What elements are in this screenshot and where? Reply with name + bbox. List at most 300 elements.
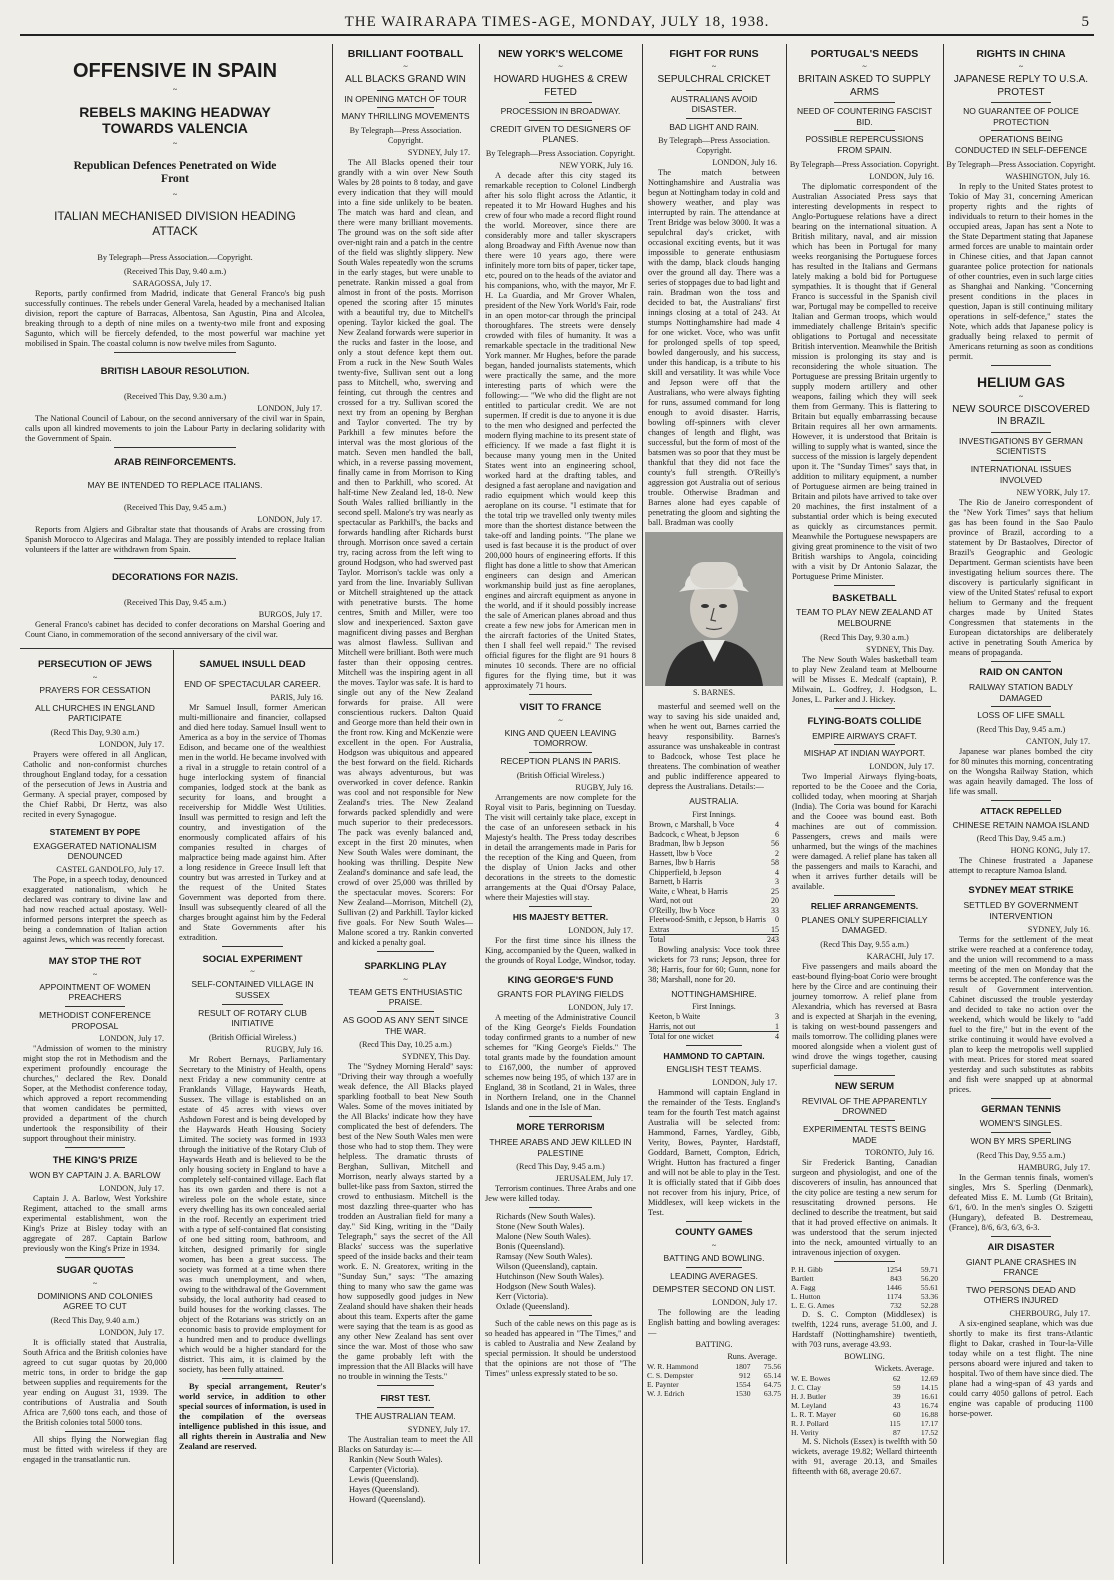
county-sub3: DEMPSTER SECOND ON LIST. bbox=[652, 1284, 776, 1295]
welcome-sub3: CREDIT GIVEN TO DESIGNERS OF PLANES. bbox=[490, 123, 631, 145]
batsman-runs: 6 bbox=[775, 829, 779, 839]
decorations-title: DECORATIONS FOR NAZIS. bbox=[112, 572, 238, 584]
jews-body: Prayers were offered in all Anglican, Catholic and non-conformist churches throughout England today, for a cessation of the persecution of Jews in Austria and Germany. A special prayer, composed by the Chief Rabbi, Dr Hertz, was also recited in every Synagogue. bbox=[23, 749, 167, 819]
flying-boats-body: Two Imperial Airways flying-boats, reported to be the Cooee and the Coria, collided today, when mooring at Sharjah (India). The Coria was bound for Karachi and the Cooee was bound east. Both machines are out of commission. Passengers, crews and mails were unharmed, but the wings of the machines were damaged. A relief plane has taken all the passengers and mails to Karachi, and when it arrives further details will be available. bbox=[792, 771, 937, 891]
football-sub2: IN OPENING MATCH OF TOUR bbox=[344, 93, 467, 104]
meat-dateline: SYDNEY, July 16. bbox=[1027, 924, 1090, 934]
jews-received: (Recd This Day, 9.30 a.m.) bbox=[50, 727, 140, 737]
meat-title: SYDNEY MEAT STRIKE bbox=[968, 885, 1074, 897]
table-row bbox=[789, 1283, 940, 1292]
china-title: RIGHTS IN CHINA bbox=[976, 48, 1066, 60]
flying-boats-sub2: MISHAP AT INDIAN WAYPORT. bbox=[803, 748, 926, 759]
total-label: Total for one wicket bbox=[649, 1032, 714, 1042]
helium-body: The Rio de Janeiro correspondent of the "New York Times" says that helium gas has been found in the Sao Paulo province of Brazil, according to a statement by Dr Bastaolves, Director of Brazil's Geographic and Geologic Department. German scientists have been investigating helium sources there. The discovery is particularly significant in view of the United States' refusal to export helium to Germany and the frequent charges made by United States Congressmen that statements in the European dictatorships are deliberately active in penetrating South America by means of propaganda. bbox=[949, 498, 1093, 658]
list-item: Lewis (Queensland). bbox=[349, 1474, 419, 1484]
meat-sub: SETTLED BY GOVERNMENT INTERVENTION bbox=[963, 900, 1079, 921]
repelled-sub: CHINESE RETAIN NAMOA ISLAND bbox=[952, 819, 1090, 830]
spain-headline: REBELS MAKING HEADWAY TOWARDS VALENCIA bbox=[79, 104, 271, 137]
list-item: Hutchinson (New South Wales). bbox=[496, 1272, 605, 1282]
notts-total-row bbox=[645, 1031, 783, 1042]
majesty-title: HIS MAJESTY BETTER. bbox=[512, 911, 609, 922]
list-item: Malone (New South Wales). bbox=[496, 1232, 591, 1242]
table-cell: 52.28 bbox=[920, 1301, 938, 1311]
decorations-dateline: BURGOS, July 17. bbox=[258, 610, 322, 620]
arab-body: Reports from Algiers and Gibraltar state that thousands of Arabs are crossing from Spanish Morocco to Algeciras and Malaga. They are possibly intended to replace Italian volunteers if the latter are withdrawn from Spain. bbox=[25, 525, 325, 555]
majesty-body: For the first time since his illness the King, accompanied by the Queen, walked in the grounds of Royal Lodge, Windsor, today. bbox=[485, 935, 636, 965]
serum-sub2: EXPERIMENTAL TESTS BEING MADE bbox=[802, 1124, 927, 1145]
scorecard-row bbox=[649, 896, 779, 906]
table-row bbox=[789, 1419, 940, 1428]
total-value: 243 bbox=[767, 935, 779, 945]
batsman-runs: 1 bbox=[775, 1021, 779, 1031]
cricket-body2: masterful and seemed well on the way to saving his side unaided and, when he went out, Barnes carried the heavy responsibility. Barnes's assurance was unshakeable in contrast to Badcock, whose Test place he threatens. The combination of weather and public indifference appeared to depress the Australians. Details:— bbox=[648, 702, 780, 792]
portugal-body: The diplomatic correspondent of the Australian Associated Press says that interesting developments in respect to Anglo-Portuguese relations have a direct bearing on the international situation. A British military, naval, and air mission which has been in Portugal for many weeks reorganising the Portuguese forces has resulted in the Italians and Germans lately making a bold bid for Portuguese sympathies. It is thought that if General Franco is successful in the Spanish civil war, Portugal may be compelled to receive Italian and German troops, which would immediately challenge Britain's specific obligations to Portugal and necessitate British intervention. Meanwhile the British mission is prolonging its stay and is reconsidering the whole situation. The Portuguese are pressing Britain urgently to supply modern artillery and other weapons, failing which they will seek them from Germany. This is flattering to Britain but equally embarrassing because Britain requires all her own armaments. However, it is understood that Britain is willing to supply what is wanted, since the success of the mission is largely dependent upon it. The "Sunday Times" says that, in addition to military equipment, a number of Portuguese airmen are being trained in Britain and pilots have arrived to take over 20 machines, the first instalment of a substantial order which is being executed as quickly as circumstances permit. Meanwhile the Portuguese newspapers are giving great prominence to the visit of two British warships to Angola, coinciding with a visit by Dr Antonio Salazar, the Portuguese Prime Minister. bbox=[792, 181, 937, 581]
spain-credit: By Telegraph—Press Association.—Copyright. bbox=[97, 252, 253, 262]
list-item: Wilson (Queensland), captain. bbox=[496, 1262, 598, 1272]
china-credit: By Telegraph—Press Association. Copyright. bbox=[946, 159, 1096, 169]
fund-title: KING GEORGE'S FUND bbox=[507, 974, 614, 986]
fund-body: A meeting of the Administrative Council of the King George's Fields Foundation today confirmed grants to a number of new schemes for "King George's Fields." The total grants made by the foundation amount to £167,000, the number of approved schemes now being 195, of which 137 are in England, 38 in Scotland, 21 in Wales, three in Northern Ireland, one in the Channel Islands and one in the Isle of Man. bbox=[485, 1013, 636, 1113]
arab-title: ARAB REINFORCEMENTS. bbox=[114, 456, 236, 468]
basketball-title: BASKETBALL bbox=[832, 592, 897, 604]
column-rule bbox=[173, 650, 174, 1564]
batsman-name: Barnett, b Harris bbox=[649, 877, 703, 887]
insull-dateline: PARIS, July 16. bbox=[270, 692, 323, 702]
table-cell: 59.71 bbox=[920, 1265, 938, 1275]
canton-dateline: CANTON, July 17. bbox=[1026, 736, 1090, 746]
fund-dateline: LONDON, July 17. bbox=[568, 1003, 633, 1013]
pope-title: STATEMENT BY POPE bbox=[49, 826, 141, 837]
list-item: Rankin (New South Wales). bbox=[349, 1454, 443, 1464]
helium-sub3: INTERNATIONAL ISSUES INVOLVED bbox=[970, 463, 1072, 485]
spain-deck: Republican Defences Penetrated on Wide Front bbox=[73, 160, 277, 186]
table-row bbox=[645, 1389, 783, 1398]
reuter-notice: By special arrangement, Reuter's world service, in addition to other special sources of information, is used in the compilation of the overseas intelligence published in this issue, and all rights therein in Australia and New Zealand are reserved. bbox=[179, 1381, 326, 1451]
labour-title: BRITISH LABOUR RESOLUTION. bbox=[100, 365, 250, 377]
table-cell: 16.74 bbox=[920, 1401, 938, 1411]
table-row bbox=[789, 1401, 940, 1410]
batsman-runs: 4 bbox=[775, 867, 779, 877]
notts-scorecard bbox=[645, 1012, 783, 1031]
football-sub1: ALL BLACKS GRAND WIN bbox=[345, 74, 466, 86]
table-cell: 64.75 bbox=[763, 1379, 781, 1389]
spain-section: OFFENSIVE IN SPAIN ~ REBELS MAKING HEADWAY TOWARDS VALENCIA ~ Republican Defences Penetrated on Wide Front ~ ITALIAN MECHANISED DIVISION HEADING ATTACK By Telegraph—Press Association.—Copyright. (Received This Day, 9.40 a.m.) SARAGOSSA, July 17. Reports, partly confirmed from Madrid, indicate that General Franco's big push successfully continues. The rebels under General Varela, headed by a mechanised Italian division, report the capture of Barracas, Albentosa, San Agustin, Pina and Alcolea, breaking through to a depth of nine miles on a twenty-two mile front and exposing Sagunto, which will be fiercely defended, to the most powerful war machine yet mobilised in Spain. The coastal column is now twelve miles from Sagunto. BRITISH LABOUR RESOLUTION. (Received This Day, 9.30 a.m.) LONDON, July 17. The National Council of Labour, on the second anniversary of the civil war in Spain, calls upon all kindred movements to join the Labour Party in declaring solidarity with the Government of Spain. ARAB REINFORCEMENTS. MAY BE INTENDED TO REPLACE ITALIANS. (Received This Day, 9.45 a.m.) LONDON, July 17. Reports from Algiers and Gibraltar state that thousands of Arabs are crossing from Spanish Morocco to Algeciras and Malaga. They are possibly intended to replace Italian volunteers if the latter are withdrawn from Spain. DECORATIONS FOR NAZIS. (Received This Day, 9.45 a.m.) BURGOS, July 17. General Franco's cabinet has decided to confer decorations on Marshal Goering and Count Ciano, in commemoration of the second anniversary of the civil war. bbox=[22, 44, 328, 644]
column-1-lower: PERSECUTION OF JEWS ~ PRAYERS FOR CESSATION ALL CHURCHES IN ENGLAND PARTICIPATE (Recd This Day, 9.30 a.m.) LONDON, July 17. Prayers were offered in all Anglican, Catholic and non-conformist churches throughout England today, for a cessation of the persecution of Jews in Austria and Germany. A special prayer, composed by the Chief Rabbi, Dr Hertz, was also recited in every Synagogue. STATEMENT BY POPE EXAGGERATED NATIONALISM DENOUNCED CASTEL GANDOLFO, July 17. The Pope, in a speech today, denounced exaggerated nationalism, which he declared was contrary to divine law and had now reached actual apostasy. Well-informed persons interpret the speech as being a condemnation of Italian action against Jews, which was recently forecast. MAY STOP THE ROT ~ APPOINTMENT OF WOMEN PREACHERS METHODIST CONFERENCE PROPOSAL LONDON, July 17. "Admission of women to the ministry might stop the rot in Methodism and the experiment profoundly encourage the churches," declared the Rev. Donald Soper, at the Methodist conference today, which approved a report recommending that women candidates be permitted, provided a department of the church undertook the responsibility of their support throughout their ministry. THE KING'S PRIZE WON BY CAPTAIN J. A. BARLOW LONDON, July 17. Captain J. A. Barlow, West Yorkshire Regiment, attached to the small arms experimental establishment, won the King's Prize at Bisley today with an aggregate of 287. Captain Barlow previously won the King's Prize in 1934. SUGAR QUOTAS ~ DOMINIONS AND COLONIES AGREE TO CUT (Recd This Day, 9.40 a.m.) LONDON, July 17. It is officially stated that Australia, South Africa and the British colonies have agreed to cut sugar quotas by 20,000 metric tons, in order to bridge the gap between supplies and requirements for the year ending on August 31, 1939. The contributions of Australia and South Africa are 7,600 tons each, and those of the British colonies total 5000 tons. All ships flying the Norwegian flag must be fitted with wireless if they are engaged in the transatlantic run. bbox=[20, 656, 170, 1564]
first-test-body: The Australian team to meet the All Blacks on Saturday is:— bbox=[338, 1434, 473, 1454]
scorecard-row bbox=[649, 887, 779, 897]
spain-received: (Received This Day, 9.40 a.m.) bbox=[123, 266, 227, 276]
batsman-name: Hassett, lbw b Voce bbox=[649, 848, 713, 858]
county-dateline: LONDON, July 17. bbox=[712, 1297, 777, 1307]
county-sub1: BATTING AND BOWLING. bbox=[663, 1253, 765, 1263]
table-cell: 65.14 bbox=[763, 1370, 781, 1380]
batting-head: Runs. Average. bbox=[727, 1351, 777, 1361]
spain-dateline: SARAGOSSA, July 17. bbox=[132, 278, 212, 288]
cricket-body: The match between Nottinghamshire and Australia was begun at Nottingham today in cold and showery weather, and play was interrupted by rain. The attendance at Trent Bridge was below 3000. It was a sepulchral day's cricket, with occasional exciting events, but it was impossible to generate enthusiasm with the damp, black clouds hanging over the ground all day. There was a series of stoppages due to bad light and rain. Bradman won the toss and decided to bat, the Australians' first innings closing at a total of 243. At stumps Nottinghamshire had made 4 for one wicket. Voce, who was unfit for prolonged spells of top speed, bowled dangerously, and his success, under this handicap, is a tribute to his skill and versatility. It was while Voce and Jepson were off that the Australians, who were always fighting for runs, assumed command for long enough to avoid disaster. Harris, bowling off-spinners with clever changes of length and flight, was successful, but the form of most of the batsmen was so poor that they must be thankful that they did not face the county's full strength. O'Reilly's aggression got Australia out of serious trouble. Otherwise Bradman and Barnes alone had eyes capable of penetrating the gloom and sighting the ball. Bradman was coolly bbox=[648, 168, 780, 528]
table-cell: 56.20 bbox=[920, 1274, 938, 1284]
table-cell: J. C. Clay bbox=[791, 1383, 821, 1393]
table-row bbox=[789, 1428, 940, 1437]
football-title: BRILLIANT FOOTBALL bbox=[347, 48, 464, 60]
column-3: BRILLIANT FOOTBALL ~ ALL BLACKS GRAND WIN IN OPENING MATCH OF TOUR MANY THRILLING MOVEMENTS By Telegraph—Press Association. Copyright. SYDNEY, July 17. The All Blacks opened their tour grandly with a win over New South Wales by 28 points to 8 today, and gave every indication that they will mould into a fine side unlikely to be beaten. The match was hard and clean, and there were many brilliant movements. The ground was on the soft side after over-night rain and a patch in the centre of the field was slightly slippery. New South Wales repeatedly won the scrums in the early stages, but were unable to penetrate. Rankin missed a goal from almost in front of the posts. Morrison opened the scoring after 15 minutes with a beautiful try, due to Mitchell's opening. Taylor kicked the goal. The New Zealand forwards were superior in the rucks and faster in the loose, and only a stout defence kept them out. From a ruck in the New South Wales twenty-five, Sullivan sent out a long pass to Mitchell, who, swerving and feinting, cut through the centres and crossed for a try. Sullivan scored the next try from an opening by Berghan and Taylor converted. The try by Parkhill a few minutes before the interval was the most glorious of the match. Seven men handled the ball, which, in a reverse passing movement, finally came in from Morrison to King and then to Parkhill, who scored. At half-time New Zealand led, 18-0. New South Wales rallied brilliantly in the second spell. Malone's try was nearly as spectacular as Parkhill's, the backs and forwards handling after Richards burst through. Morrison once saved a certain try, racing across from the left wing to ground Hodgson, who had swerved past Taylor. Morrison's tackle was only a yard from the line. Invariably Sullivan or Mitchell straightened up the attack with penetrative bursts. The home centres, Smith and Miller, were too slow and inexperienced. Saxton gave magnificent diving passes and Berghan was almost flawless. Sullivan and Mitchell were brilliant. Both were much faster than their opposing centres. Mitchell was the inspiring agent in all the moves. Taylor was safe. It is hard to single out any of the New Zealand forwards for praise. All were conscientious ruckers. Dalton Quaid and George more than held their own in the front row. King and McKenzie were excellent in the open. For Australia, Hodgson was ubiquitous and appeared the best forward on the field. Richards was always adventurous, but was overworked in cover defence. Rankin was cool and not responsible for New Zealand's tries. The New Zealand forwards packed splendidly and were much superior to their predecessors. The pack was evenly balanced and, except in the first 20 minutes, when New South Wales were dominant, the hooking was thrilling. Despite New Zealand's dominance and safe lead, the crowd of over 25,000 was thrilled by the spectacular moves. Scorers: For New Zealand—Morrison, Mitchell (2), Sullivan (2) and Parkhill. Taylor kicked five goals. For New South Wales—Malone scored a try. Rankin converted and kicked a penalty goal. SPARKLING PLAY ~ TEAM GETS ENTHUSIASTIC PRAISE. AS GOOD AS ANY SENT SINCE THE WAR. (Recd This Day, 10.25 a.m.) SYDNEY, This Day. The "Sydney Morning Herald" says: "Driving their way through a woefully weak defence, the All Blacks played sparkling football to beat New South Wales. Some of the moves initiated by the All Blacks' indicate how they have complicated the best of defenders. The best of the New South Wales men were those who had to stop them. They were helpless. The dramatic thrusts of Berghan, Sullivan, Mitchell and Morrison, nearly always started by a bullet-like pass from Saxton, stirred the crowd to enthusiasm. Mitchell is the most dazzling three-quarter who has trodden an Australian field for many a day." Sid King, writing in the "Daily Telegraph," says the secret of the All Blacks' success was the superlative speed of the inside backs and their team work. E. N. Greatorex, writing in the "Sunday Sun," says: "The amazing thing to many who saw the game was how supposedly good judges in New Zealand should have shaken their heads about this team. Experts after the game were saying that the team is as good as any other New Zealand has sent over since the war. Most of those who saw the game probably left with the impression that the All Blacks will have no trouble in winning the Tests." FIRST TEST. THE AUSTRALIAN TEAM. SYDNEY, July 17. The Australian team to meet the All Blacks on Saturday is:— Rankin (New South Wales). Carpenter (Victoria). Lewis (Queensland). Hayes (Queensland). Howard (Queensland). bbox=[335, 44, 476, 1564]
hammond-body: Hammond will captain England in the remainder of the Tests. England's team for the fourth Test match against Australia will be selected from: Hammond, Farnes, Yardley, Gibb, Verity, Bowes, Paynter, Hardstaff, Goddard, Barnett, Compton, Edrich, Wright. Hutton has fractured a finger and will not be able to play in the Test. It is officially stated that if Gibb does not recover from his injury, Price, of Middlesex, will keep wickets in the Test. bbox=[648, 1088, 780, 1218]
hammond-title: HAMMOND TO CAPTAIN. bbox=[663, 1050, 765, 1061]
table-cell: 60 bbox=[892, 1410, 901, 1420]
tennis-body: In the German tennis finals, women's singles, Mrs S. Sperling (Denmark), defeated Miss E. M. Lumb (Gt Britain), 6/1, 6/0. In the men's singles O. Szigetti (Hungary), defeated B. Destremeau, (France), 8/6, 6/3, 6/3, 6-3. bbox=[949, 1172, 1093, 1232]
list-item: Kerr (Victoria). bbox=[496, 1292, 549, 1302]
table-cell: 62 bbox=[892, 1374, 901, 1384]
sparkling-dateline: SYDNEY, This Day. bbox=[402, 1052, 470, 1062]
france-body: Arrangements are now complete for the Royal visit to Paris, beginning on Tuesday. The visit will certainly take place, except in the case of an unforeseen setback in his Majesty's health. The Press today describes in detail the arrangements made in Paris for the reception of the King and Queen, from the display of Union Jacks and other decorations in the streets to the domestic arrangements at the Quai d'Orsay Palace, where their Majesties will stay. bbox=[485, 792, 636, 902]
decorations-body: General Franco's cabinet has decided to confer decorations on Marshal Goering and Count Ciano, in commemoration of the second anniversary of the civil war. bbox=[25, 620, 325, 640]
repelled-title: ATTACK REPELLED bbox=[980, 805, 1062, 816]
welcome-title: NEW YORK'S WELCOME bbox=[498, 48, 623, 60]
table-cell: W. R. Hammond bbox=[647, 1361, 699, 1371]
list-item: Howard (Queensland). bbox=[349, 1494, 426, 1504]
welcome-body: A decade after this city staged its remarkable reception to Colonel Lindbergh after his solo flight across the Atlantic, it repeated it to Mr Howard Hughes and his crew of four who made a record flight round the world. Moreover, since there are considerably more and taller skyscrapers along Broadway and Fifth Avenue now than there were 10 years ago, there were infinitely more torn bits of paper, ticker tape, etc, poured on to the heads of the aviator and his companions, who, with the mayor, Mr F. H. La Guardia, and Mr Grover Whalen, president of the New York World's Fair, rode in an open motor-car through the principal thoroughfares. The streets were densely crowded with files of humanity. It was a remarkable spectacle in the traditional New York manner. Mr Hughes, before the parade began, handed journalists statements, which were practically the same, and the more interesting parts of which were the following:— "We who did the flight are not entitled to particular credit. We are not supermen. If credit is due to anyone it is due to the men who designed and perfected the modern flying machine to its present state of efficiency. If we made a fast flight it is because many young men in the United States went into an engineering school, worked hard at the drafting tables, and designed a fast aeroplane and navigation and radio equipment which would keep this aeroplane on its course. "I estimate that for the total trip we travelled only twenty miles more than the shortest distance between the take-off and landing points. "The plane we used is fast because it is the product of over 200,000 hours of engineering efforts. If this flight has done a little to show that American engineers can design and American workmanship build just as fine aeroplanes, engines and aircraft equipment as anyone in the world, and if it should possibly increase the sale of American planes abroad and thus create a few new jobs for American men in the aircraft factories of the United States, then I shall feel well repaid." The revised official figures for the flight are 91 hours 8 minutes 10 seconds. There are no official figures for the flying time, but it was approximately 71 hours. bbox=[485, 170, 636, 690]
table-cell: 43 bbox=[892, 1401, 901, 1411]
table-cell: L. Hutton bbox=[791, 1292, 821, 1302]
china-sub2: NO GUARANTEE OF POLICE PROTECTION bbox=[963, 106, 1079, 127]
table-cell: 17.17 bbox=[920, 1419, 938, 1429]
relief-body: Five passengers and mails aboard the east-bound flying-boat Corio were brought here by the Circe and are continuing their journey tomorrow. A relief plane from Alexandria, which has reversed at Basra and is expected at Sharjah in the evening, is taking on west-bound passengers and mails tomorrow. The colliding planes were moored alongside when a violent gust of wind drove the wings together, causing superficial damage. bbox=[792, 961, 937, 1071]
air-disaster-title: AIR DISASTER bbox=[987, 1241, 1055, 1253]
scorecard-row bbox=[649, 906, 779, 916]
scorecard-row bbox=[649, 1022, 779, 1032]
social-sub1: SELF-CONTAINED VILLAGE IN SUSSEX bbox=[191, 979, 314, 1001]
canton-sub2: LOSS OF LIFE SMALL bbox=[977, 710, 1065, 721]
labour-dateline: LONDON, July 17. bbox=[257, 403, 322, 413]
relief-dateline: KARACHI, July 17. bbox=[866, 951, 934, 961]
first-test-dateline: SYDNEY, July 17. bbox=[407, 1424, 470, 1434]
kings-prize-dateline: LONDON, July 17. bbox=[99, 1183, 164, 1193]
sugar-body: It is officially stated that Australia, South Africa and the British colonies have agreed to cut sugar quotas by 20,000 metric tons, in order to bridge the gap between supplies and requirements for the year ending on August 31, 1939. The contributions of Australia and South Africa are 7,600 tons each, and those of the British colonies total 5000 tons. bbox=[23, 1337, 167, 1427]
batsman-runs: 4 bbox=[775, 820, 779, 830]
arab-sub: MAY BE INTENDED TO REPLACE ITALIANS. bbox=[87, 480, 263, 491]
terrorism-dateline: JERUSALEM, July 17. bbox=[555, 1174, 633, 1184]
first-test-players bbox=[335, 1455, 476, 1505]
football-sub3: MANY THRILLING MOVEMENTS bbox=[341, 111, 470, 122]
table-cell: 12.69 bbox=[920, 1374, 938, 1384]
table-cell: 14.15 bbox=[920, 1383, 938, 1393]
cricket-sub1: SEPULCHRAL CRICKET bbox=[657, 74, 771, 86]
batsman-runs: 20 bbox=[771, 896, 779, 906]
portugal-credit: By Telegraph—Press Association. Copyright. bbox=[789, 159, 940, 169]
helium-sub2: INVESTIGATIONS BY GERMAN SCIENTISTS bbox=[959, 435, 1083, 457]
table-cell: 1554 bbox=[735, 1379, 751, 1389]
flying-boats-sub1: EMPIRE AIRWAYS CRAFT. bbox=[812, 730, 917, 741]
football-body: The All Blacks opened their tour grandly with a win over New South Wales by 28 points to 8 today, and gave every indication that they will mould into a fine side unlikely to be beaten. The match was hard and clean, and there were many brilliant movements. The ground was on the soft side after over-night rain and a patch in the centre of the field was slightly slippery. New South Wales repeatedly won the scrums in the early stages, but were unable to penetrate. Rankin missed a goal from almost in front of the posts. Morrison opened the scoring after 15 minutes with a beautiful try, due to Mitchell's opening. Taylor kicked the goal. The New Zealand forwards were superior in the rucks and faster in the loose, and only a stout defence kept them out. From a ruck in the New South Wales twenty-five, Sullivan sent out a long pass to Mitchell, who, swerving and feinting, cut through the centres and crossed for a try. Sullivan scored the next try from an opening by Berghan and Taylor converted. The try by Parkhill a few minutes before the interval was the most glorious of the match. Seven men handled the ball, which, in a reverse passing movement, finally came in from Morrison to King and then to Parkhill, who scored. At half-time New Zealand led, 18-0. New South Wales rallied brilliantly in the second spell. Malone's try was nearly as spectacular as Parkhill's, the backs and forwards handling after Richards burst through. Morrison once saved a certain try, racing across from the left wing to ground Hodgson, who had swerved past Taylor. Morrison's tackle was only a yard from the line. Invariably Sullivan or Mitchell straightened up the attack with penetrative bursts. The home centres, Smith and Miller, were too slow and inexperienced. Saxton gave magnificent diving passes and Berghan was almost flawless. Sullivan and Mitchell were brilliant. Both were much faster than their opposing centres. Mitchell was the inspiring agent in all the moves. Taylor was safe. It is hard to single out any of the New Zealand forwards for praise. All were conscientious ruckers. Dalton Quaid and George more than held their own in the front row. King and McKenzie were excellent in the open. For Australia, Hodgson was ubiquitous and appeared the best forward on the field. Richards was always adventurous, but was overworked in cover defence. Rankin was cool and not responsible for New Zealand's tries. The New Zealand forwards packed splendidly and were much superior to their predecessors. The pack was evenly balanced and, except in the first 20 minutes, when New South Wales were dominant, the hooking was thrilling. Despite New Zealand's dominance and safe lead, the crowd of over 25,000 was thrilled by the spectacular moves. Scorers: For New Zealand—Morrison, Mitchell (2), Sullivan (2) and Parkhill. Taylor kicked five goals. For New South Wales—Malone scored a try. Rankin converted and kicked a penalty goal. bbox=[338, 157, 473, 947]
table-row bbox=[789, 1392, 940, 1401]
total-value: 4 bbox=[775, 1032, 779, 1042]
kings-prize-title: THE KING'S PRIZE bbox=[52, 1155, 138, 1167]
basketball-received: (Recd This Day, 9.30 a.m.) bbox=[820, 632, 909, 642]
decorations-received: (Received This Day, 9.45 a.m.) bbox=[123, 598, 227, 608]
serum-dateline: TORONTO, July 16. bbox=[865, 1148, 934, 1158]
spain-subdeck: ITALIAN MECHANISED DIVISION HEADING ATTACK bbox=[54, 208, 296, 238]
sparkling-sub1: TEAM GETS ENTHUSIASTIC PRAISE. bbox=[348, 986, 463, 1008]
sugar-sub: DOMINIONS AND COLONIES AGREE TO CUT bbox=[37, 1290, 153, 1312]
labour-body: The National Council of Labour, on the second anniversary of the civil war in Spain, calls upon all kindred movements to join the Labour Party in declaring solidarity with the Government of Spain. bbox=[25, 413, 325, 443]
team-list bbox=[482, 1212, 639, 1312]
table-cell: C. S. Dempster bbox=[647, 1370, 694, 1380]
sugar-body2: All ships flying the Norwegian flag must be fitted with wireless if they are engaged in the transatlantic run. bbox=[23, 1434, 167, 1464]
china-sub3: OPERATIONS BEING CONDUCTED IN SELF-DEFENCE bbox=[954, 134, 1088, 155]
sparkling-title: SPARKLING PLAY bbox=[364, 960, 447, 972]
batsman-runs: 3 bbox=[775, 1012, 779, 1022]
table-cell: E. Paynter bbox=[647, 1379, 679, 1389]
table-cell: H. J. Butler bbox=[791, 1392, 827, 1402]
list-item: Hodgson (New South Wales). bbox=[496, 1282, 596, 1292]
sparkling-sub2: AS GOOD AS ANY SENT SINCE THE WAR. bbox=[342, 1014, 469, 1036]
batsman-name: O'Reilly, lbw b Voce bbox=[649, 905, 715, 915]
table-cell: 17.52 bbox=[920, 1428, 938, 1438]
table-cell: R. J. Pollard bbox=[791, 1419, 829, 1429]
insull-title: SAMUEL INSULL DEAD bbox=[199, 659, 306, 670]
batsman-name: Waite, c Wheat, b Harris bbox=[649, 886, 728, 896]
basketball-dateline: SYDNEY, This Day. bbox=[866, 644, 934, 654]
serum-body: Sir Frederick Banting, Canadian surgeon and physiologist, and one of the discoverers of insulin, has announced that the city police are testing a new serum for resuscitating drowned persons. He declined to describe the treatment, but said that it had proved effective on animals. It was understood that the serum injected into the neck, amounted virtually to an intravenous injection of oxygen. bbox=[792, 1158, 937, 1258]
air-disaster-dateline: CHERBOURG, July 17. bbox=[1009, 1309, 1090, 1319]
table-cell: 912 bbox=[739, 1370, 751, 1380]
spain-body: Reports, partly confirmed from Madrid, indicate that General Franco's big push successfully continues. The rebels under General Varela, headed by a mechanised Italian division, report the capture of Barracas, Albentosa, San Agustin, Pina and Alcolea, breaking through to a depth of nine miles on a twenty-two mile front and exposing Sagunto, which will be fiercely defended, to the most powerful war machine yet mobilised in Spain. The coastal column is now twelve miles from Sagunto. bbox=[25, 288, 325, 348]
scorecard-row bbox=[649, 925, 779, 935]
rot-title: MAY STOP THE ROT bbox=[48, 955, 142, 967]
jews-title: PERSECUTION OF JEWS bbox=[37, 659, 152, 670]
relief-sub: PLANES ONLY SUPERFICIALLY DAMAGED. bbox=[801, 914, 928, 936]
labour-received: (Received This Day, 9.30 a.m.) bbox=[123, 391, 227, 401]
table-cell: 843 bbox=[890, 1274, 902, 1284]
batsman-runs: 15 bbox=[771, 924, 779, 934]
basketball-body: The New South Wales basketball team to play New Zealand team at Melbourne will be Misses E. Medcalf (captain), P. Milwain, L. Godfrey, J. Hodgson, L. Jones, L. Parker and J. Hickey. bbox=[792, 654, 937, 704]
batsman-name: Harris, not out bbox=[649, 1021, 696, 1031]
cricket-dateline: LONDON, July 16. bbox=[712, 158, 777, 168]
aus-scorecard bbox=[645, 820, 783, 934]
notts-sub: First Innings. bbox=[692, 1002, 736, 1012]
france-sub1: KING AND QUEEN LEAVING TOMORROW. bbox=[504, 727, 617, 749]
batsman-runs: 56 bbox=[771, 839, 779, 849]
batsman-runs: 25 bbox=[771, 886, 779, 896]
air-disaster-sub1: GIANT PLANE CRASHES IN FRANCE bbox=[965, 1256, 1077, 1278]
rot-sub2: METHODIST CONFERENCE PROPOSAL bbox=[39, 1009, 151, 1031]
terrorism-body: Terrorism continues. Three Arabs and one Jew were killed today. bbox=[485, 1184, 636, 1204]
table-row bbox=[645, 1362, 783, 1371]
table-cell: 115 bbox=[889, 1419, 901, 1429]
table-cell: 1530 bbox=[735, 1388, 751, 1398]
column-rule bbox=[332, 44, 333, 1564]
football-dateline: SYDNEY, July 17. bbox=[407, 147, 470, 157]
aus-total-row bbox=[645, 934, 783, 945]
canton-title: RAID ON CANTON bbox=[979, 667, 1063, 679]
jews-dateline: LONDON, July 17. bbox=[99, 739, 164, 749]
table-cell: 63.75 bbox=[763, 1388, 781, 1398]
terrorism-received: (Recd This Day, 9.45 a.m.) bbox=[516, 1162, 605, 1172]
china-body: In reply to the United States protest to Tokio of May 31, concerning American property rights and the rights of individuals to return to their homes in the occupied areas, Japan has sent a Note to the State Department stating that Japanese armed forces are unable to maintain order in Chinese cities, and that Japan cannot guarantee police protection for nationals of other countries, even in such large cities as Shanghai and Nanking. "Concerning present conditions in the places in question, Japan is still continuing military operations in self-defence," states the Note, which adds that Japanese policy is gradually being relaxed to permit of Americans returning as soon as conditions permit. bbox=[949, 181, 1093, 361]
list-item: Hayes (Queensland). bbox=[349, 1484, 420, 1494]
photo-caption: S. BARNES. bbox=[692, 688, 735, 698]
rot-sub1: APPOINTMENT OF WOMEN PREACHERS bbox=[39, 981, 151, 1003]
list-item: Stone (New South Wales). bbox=[496, 1222, 585, 1232]
helium-dateline: NEW YORK, July 17. bbox=[1016, 488, 1090, 498]
batsman-name: Bradman, lbw b Jepson bbox=[649, 839, 725, 849]
pope-sub: EXAGGERATED NATIONALISM DENOUNCED bbox=[33, 840, 157, 862]
cricket-sub3: BAD LIGHT AND RAIN. bbox=[669, 121, 759, 132]
table-row bbox=[789, 1301, 940, 1310]
column-rule bbox=[943, 44, 944, 1564]
kings-prize-body: Captain J. A. Barlow, West Yorkshire Regiment, attached to the small arms experimental establishment, won the King's Prize at Bisley today with an aggregate of 287. Captain Barlow previously won the King's Prize in 1934. bbox=[23, 1193, 167, 1253]
total-label: Total bbox=[649, 935, 666, 945]
bowling-label: BOWLING. bbox=[844, 1352, 885, 1362]
batsman-name: Fleetwood-Smith, c Jepson, b Harris bbox=[649, 915, 766, 925]
welcome-sub2: PROCESSION IN BROADWAY. bbox=[500, 106, 621, 117]
batsman-name: Barnes, lbw b Harris bbox=[649, 858, 716, 868]
table-cell: 732 bbox=[890, 1301, 902, 1311]
batsman-runs: 2 bbox=[775, 848, 779, 858]
table-cell: 55.61 bbox=[920, 1283, 938, 1293]
majesty-dateline: LONDON, July 17. bbox=[568, 925, 633, 935]
table-cell: 53.36 bbox=[920, 1292, 938, 1302]
table-cell: 59 bbox=[892, 1383, 901, 1393]
canton-received: (Recd This Day, 9.45 a.m.) bbox=[976, 724, 1066, 734]
table-cell: 16.61 bbox=[920, 1392, 938, 1402]
social-received: (British Official Wireless.) bbox=[208, 1032, 297, 1042]
scorecard-row bbox=[649, 877, 779, 887]
table-row bbox=[789, 1265, 940, 1274]
repelled-dateline: HONG KONG, July 17. bbox=[1010, 846, 1090, 856]
batsman-name: Brown, c Marshall, b Voce bbox=[649, 820, 735, 830]
cable-note: Such of the cable news on this page as is so headed has appeared in "The Times," and is cabled to Australia and New Zealand by special permission. It should be understood that the opinions are not those of "The Times" unless expressly stated to be so. bbox=[485, 1319, 636, 1379]
terrorism-sub: THREE ARABS AND JEW KILLED IN PALESTINE bbox=[489, 1136, 632, 1158]
france-received: (British Official Wireless.) bbox=[516, 770, 605, 780]
barnes-photo bbox=[645, 532, 783, 686]
portugal-dateline: LONDON, July 16. bbox=[869, 171, 934, 181]
kings-prize-sub: WON BY CAPTAIN J. A. BARLOW bbox=[29, 1170, 161, 1181]
batsman-name: Keeton, b Waite bbox=[649, 1012, 701, 1022]
table-row bbox=[789, 1274, 940, 1283]
france-sub2: RECEPTION PLANS IN PARIS. bbox=[500, 756, 621, 767]
football-credit: By Telegraph—Press Association. Copyright. bbox=[349, 125, 462, 145]
china-sub1: JAPANESE REPLY TO U.S.A. PROTEST bbox=[953, 74, 1089, 98]
list-item: Richards (New South Wales). bbox=[496, 1212, 596, 1222]
column-2-lower: SAMUEL INSULL DEAD END OF SPECTACULAR CAREER. PARIS, July 16. Mr Samuel Insull, former American multi-millionaire and financier, collapsed and died here today. Samuel Insull went to America as a boy in the service of Thomas Edison, and became one of the wealthiest men in the world. He became involved with a rival in a struggle to retain control of a huge interlocking system of financial companies, lodged stock at the bank as security for loans, and brought a receivership for Middle West Utilities. Insull was permitted to resign and left the country, and investigation of the enormously complicated affairs of his companies resulted in charges of malpractice being made against him. After a long residence in Greece Insull left that country but was arrested in Turkey and at the request of the United States Government was deported from there. Insull was subsequently cleared of all the charges brought against him by the Federal and State Governments after his extradition. SOCIAL EXPERIMENT ~ SELF-CONTAINED VILLAGE IN SUSSEX RESULT OF ROTARY CLUB INITIATIVE (British Official Wireless.) RUGBY, July 16. Mr Robert Bernays, Parliamentary Secretary to the Ministry of Health, opens next Friday a new community centre at Franklands Village, Haywards Heath, Sussex. The village is established on an estate of 45 acres with views over Ashdown Forest and is being developed by the Haywards Heath Housing Society Limited. The society was formed in 1933 through the initiative of the Rotary Club of Haywards Heath and is believed to be the only housing society in England to have a completely self-contained village. Each flat has its own garden and there is not a wireless pole on the whole estate, since every dwelling has its own concealed aerial in the roof. Recently an experiment tried with a type of self-contained flat consisting of one bed sitting room, bathroom, and kitchen, designed primarily for single women, has been a great success. The society was formed at a time when there was much unemployment, and when, owing to the withdrawal of the Government subsidy, the local authority had ceased to build houses for the working classes. The object of the Rotarians was strictly on an economic basis to provide employment for a hundred men and to produce dwellings which would be a higher standard for the district. This aim, it is claimed by the society, has been fully attained. By special arrangement, Reuter's world service, in addition to other special sources of information, is used in the compilation of the overseas intelligence published in this issue, and all rights therein in Australia and New Zealand are reserved. bbox=[176, 656, 329, 1564]
insull-sub: END OF SPECTACULAR CAREER. bbox=[184, 678, 321, 689]
tennis-sub2: WON BY MRS SPERLING bbox=[970, 1136, 1072, 1147]
table-row bbox=[789, 1374, 940, 1383]
repelled-body: The Chinese frustrated a Japanese attempt to recapture Namoa Island. bbox=[949, 856, 1093, 876]
rot-dateline: LONDON, July 17. bbox=[99, 1034, 164, 1044]
rot-body: "Admission of women to the ministry might stop the rot in Methodism and the experiment profoundly encourage the churches," declared the Rev. Donald Soper, at the Methodist conference today, which approved a report recommending that women candidates be permitted, provided a department of the church undertook the responsibility of their support throughout their ministry. bbox=[23, 1044, 167, 1144]
helium-sub1: NEW SOURCE DISCOVERED IN BRAZIL bbox=[952, 403, 1090, 428]
canton-body: Japanese war planes bombed the city for 80 minutes this morning, concentrating on the Wongsha Railway Station, which was again heavily damaged. The loss of life was small. bbox=[949, 746, 1093, 796]
sparkling-received: (Recd This Day, 10.25 a.m.) bbox=[359, 1040, 452, 1050]
batsman-name: Chipperfield, b Jepson bbox=[649, 867, 722, 877]
relief-title: RELIEF ARRANGEMENTS. bbox=[810, 900, 919, 911]
tennis-title: GERMAN TENNIS bbox=[981, 1103, 1061, 1115]
scorecard-row bbox=[649, 858, 779, 868]
masthead bbox=[20, 14, 1094, 36]
notts-label: NOTTINGHAMSHIRE. bbox=[671, 988, 757, 999]
serum-sub1: REVIVAL OF THE APPARENTLY DROWNED bbox=[801, 1095, 928, 1117]
batsman-runs: 33 bbox=[771, 905, 779, 915]
list-item: Ramsay (New South Wales). bbox=[496, 1252, 593, 1262]
pope-body: The Pope, in a speech today, denounced exaggerated nationalism, which he declared was contrary to divine law and had now reached actual apostasy. Well-informed persons interpret the speech as being a condemnation of Italian action against Jews, which was recently forecast. bbox=[23, 874, 167, 944]
jews-sub2: ALL CHURCHES IN ENGLAND PARTICIPATE bbox=[35, 702, 155, 724]
sugar-received: (Recd This Day, 9.40 a.m.) bbox=[50, 1315, 140, 1325]
tennis-dateline: HAMBURG, July 17. bbox=[1018, 1162, 1090, 1172]
portugal-sub3: POSSIBLE REPERCUSSIONS FROM SPAIN. bbox=[805, 134, 924, 155]
column-5: FIGHT FOR RUNS ~ SEPULCHRAL CRICKET AUSTRALIANS AVOID DISASTER. BAD LIGHT AND RAIN. By Telegraph—Press Association. Copyright. LONDON, July 16. The match between Nottinghamshire and Australia was begun at Nottingham today in cold and showery weather, and play was interrupted by rain. The attendance at Trent Bridge was below 3000. It was a sepulchral day's cricket, with occasional exciting events, but it was impossible to generate enthusiasm with the damp, black clouds hanging over the ground all day. There was a series of stoppages due to bad light and rain. Bradman won the toss and decided to bat, the Australians' first innings closing at a total of 243. At stumps Nottinghamshire had made 4 for one wicket. Voce, who was unfit for prolonged spells of top speed, bowled dangerously, and his success, under this handicap, is a tribute to his skill and versatility. It was while Voce and Jepson were off that the Australians, who were always fighting for runs, assumed command for long enough to avoid disaster. Harris, bowling off-spinners with clever changes of length and flight, was successful, but the form of most of the batsmen was so poor that they must be thankful that they did not face the county's full strength. O'Reilly's aggression got Australia out of serious trouble. Otherwise Bradman and Barnes alone had eyes capable of penetrating the gloom and sighting the ball. Bradman was coolly S. BARNES. masterful and seemed well on the way to saving his side unaided and, when he went out, Barnes carried the heavy responsibility. Barnes's assurance was unshakeable in contrast to Badcock, whose Test place he threatens. The combination of weather and public indifference appeared to depress the Australians. Details:— AUSTRALIA. First Innings. Brown, c Marshall, b Voce 4 Badcock, c Wheat, b Jepson 6 Bradman, lbw b Jepson 56 Hassett, lbw b Voce 2 Barnes, lbw b Harris 58 Chipperfield, b Jepson 4 Barnett, b Harris 3 Waite, c Wheat, b Harris 25 Ward, not out 20 O'Reilly, lbw b Voce 33 Fleetwood-Smith, c Jepson, b Harris 0 Extras 15 Total 243 Bowling analysis: Voce took three wickets for 73 runs; Jepson, three for 38; Harris, four for 60; Gunn, none for 38; Marshall, none for 20. NOTTINGHAMSHIRE. First Innings. Keeton, b Waite 3 Harris, not out 1 Total for one wicket 4 HAMMOND TO CAPTAIN. ENGLISH TEST TEAMS. LONDON, July 17. Hammond will captain England in the remainder of the Tests. England's team for the fourth Test match against Australia will be selected from: Hammond, Farnes, Yardley, Gibb, Verity, Bowes, Paynter, Hardstaff, Goddard, Barnett, Compton, Edrich, Wright. Hutton has fractured a finger and will not be able to play in the Test. It is officially stated that if Gibb does not recover from his injury, Price, of Middlesex, will keep wickets in the Test. COUNTY GAMES ~ BATTING AND BOWLING. LEADING AVERAGES. DEMPSTER SECOND ON LIST. LONDON, July 17. The following are the leading English batting and bowling averages:— BATTING. Runs. Average. W. R. Hammond 1807 75.56 C. S. Dempster 912 65.14 E. Paynter 1554 64.75 W. J. Edrich 1530 63.75 bbox=[647, 48, 781, 1398]
serum-title: NEW SERUM bbox=[834, 1080, 895, 1092]
spain-title: OFFENSIVE IN SPAIN bbox=[72, 60, 278, 82]
pope-dateline: CASTEL GANDOLFO, July 17. bbox=[56, 864, 164, 874]
hammond-sub: ENGLISH TEST TEAMS. bbox=[666, 1064, 762, 1075]
welcome-sub1: HOWARD HUGHES & CREW FETED bbox=[493, 74, 628, 98]
table-cell: 1254 bbox=[886, 1265, 902, 1275]
scorecard-row bbox=[649, 839, 779, 849]
first-test-sub: THE AUSTRALIAN TEAM. bbox=[355, 1411, 456, 1421]
list-item: Carpenter (Victoria). bbox=[349, 1464, 419, 1474]
portrait-image bbox=[645, 532, 783, 686]
page-number: 5 bbox=[1081, 14, 1090, 30]
table-cell: 1446 bbox=[886, 1283, 902, 1293]
list-item: Oxlade (Queensland). bbox=[496, 1302, 570, 1312]
france-title: VISIT TO FRANCE bbox=[519, 701, 602, 713]
county-body: The following are the leading English batting and bowling averages:— bbox=[648, 1307, 780, 1337]
batsman-name: Badcock, c Wheat, b Jepson bbox=[649, 829, 740, 839]
portugal-sub1: BRITAIN ASKED TO SUPPLY ARMS bbox=[798, 74, 931, 98]
column-4: NEW YORK'S WELCOME ~ HOWARD HUGHES & CREW FETED PROCESSION IN BROADWAY. CREDIT GIVEN TO DESIGNERS OF PLANES. By Telegraph—Press Association. Copyright. NEW YORK, July 16. A decade after this city staged its remarkable reception to Colonel Lindbergh after his solo flight across the Atlantic, it repeated it to Mr Howard Hughes and his crew of four who made a record flight round the world. Moreover, since there are considerably more and taller skyscrapers along Broadway and Fifth Avenue now than there were 10 years ago, there were infinitely more torn bits of paper, ticker tape, etc, poured on to the heads of the aviator and his companions, who, with the mayor, Mr F. H. La Guardia, and Mr Grover Whalen, president of the New York World's Fair, rode in an open motor-car through the principal thoroughfares. The streets were densely crowded with files of humanity. It was a remarkable spectacle in the traditional New York manner. Mr Hughes, before the parade began, handed journalists statements, which were practically the same, and the more interesting parts of which were the following:— "We who did the flight are not entitled to particular credit. We are not supermen. If credit is due to anyone it is due to the men who designed and perfected the modern flying machine to its present state of efficiency. If we made a fast flight it is because many young men in the United States went into an engineering school, worked hard at the drafting tables, and designed a fast aeroplane and navigation and radio equipment which would keep this aeroplane on its course. "I estimate that for the total trip we travelled only twenty miles more than the shortest distance between the take-off and landing points. "The plane we used is fast because it is the product of over 200,000 hours of engineering efforts. If this flight has done a little to show that American engineers can design and American workmanship build just as fine aeroplanes, engines and aircraft equipment as anyone in the world, and if it should possibly increase the sale of American planes abroad and thus create a few new jobs for American men in the aircraft factories of the United States, then I shall feel well repaid." The revised official figures for the flight are 91 hours 8 minutes 10 seconds. There are no official figures for the flying time, but it was approximately 71 hours. VISIT TO FRANCE ~ KING AND QUEEN LEAVING TOMORROW. RECEPTION PLANS IN PARIS. (British Official Wireless.) RUGBY, July 16. Arrangements are now complete for the Royal visit to Paris, beginning on Tuesday. The visit will certainly take place, except in the case of an unforeseen setback in his Majesty's health. The Press today describes in detail the arrangements made in Paris for the reception of the King and Queen, from the display of Union Jacks and other decorations in the streets to the domestic arrangements at the Quai d'Orsay Palace, where their Majesties will stay. HIS MAJESTY BETTER. LONDON, July 17. For the first time since his illness the King, accompanied by the Queen, walked in the grounds of Royal Lodge, Windsor, today. KING GEORGE'S FUND GRANTS FOR PLAYING FIELDS LONDON, July 17. A meeting of the Administrative Council of the King George's Fields Foundation today confirmed grants to a number of new schemes for "King George's Fields." The total grants made by the foundation amount to £167,000, the number of approved schemes now being 195, of which 137 are in England, 38 in Scotland, 21 in Wales, three in Northern Ireland, one in the Channel Islands and one in the Isle of Man. MORE TERRORISM THREE ARABS AND JEW KILLED IN PALESTINE (Recd This Day, 9.45 a.m.) JERUSALEM, July 17. Terrorism continues. Three Arabs and one Jew were killed today. Richards (New South Wales). Stone (New South Wales). Malone (New South Wales). Bonis (Queensland). Ramsay (New South Wales). Wilson (Queensland), captain. Hutchinson (New South Wales). Hodgson (New South Wales). Kerr (Victoria). Oxlade (Queensland). Such of the cable news on this page as is so headed has appeared in "The Times," and is cabled to Australia and New Zealand by special permission. It should be understood that the opinions are not those of "The Times" unless expressly stated to be so. bbox=[482, 44, 639, 1564]
scorecard-row bbox=[649, 915, 779, 925]
scorecard-row bbox=[649, 830, 779, 840]
air-disaster-sub2: TWO PERSONS DEAD AND OTHERS INJURED bbox=[966, 1284, 1076, 1306]
table-row bbox=[645, 1371, 783, 1380]
scorecard-row bbox=[649, 868, 779, 878]
batsman-name: Ward, not out bbox=[649, 896, 693, 906]
section-rule bbox=[20, 648, 332, 649]
bowling-note: M. S. Nichols (Essex) is twelfth with 50 wickets, average 19.82; Wellard thirteenth with 91, average 20.13, and Smailes fifteenth with 68, average 20.67. bbox=[792, 1437, 937, 1477]
batting-label: BATTING. bbox=[695, 1339, 733, 1349]
aus-label: AUSTRALIA. bbox=[689, 796, 739, 807]
france-dateline: RUGBY, July 16. bbox=[575, 782, 633, 792]
tennis-sub1: WOMEN'S SINGLES. bbox=[979, 1118, 1063, 1129]
batsman-runs: 3 bbox=[775, 877, 779, 887]
table-cell: 1807 bbox=[735, 1361, 751, 1371]
fund-sub: GRANTS FOR PLAYING FIELDS bbox=[497, 989, 624, 1000]
jews-sub1: PRAYERS FOR CESSATION bbox=[39, 684, 151, 695]
batsman-name: Extras bbox=[649, 924, 670, 934]
meat-body: Terms for the settlement of the meat strike were reached at a conference today, and the union will recommend to a mass meeting of the men on Monday that the terms be accepted. The conference was the result of Government intervention. Cabinet discussed the trouble yesterday and decided to take no action over the weekend, which would be likely to "add fuel to the fire," but in the event of the strike continuing it would have evolved a plan to keep the metropolis well supplied with meat. Prices for stored meat soared yesterday and such substitutes as rabbits and fish were snapped up at abnormal prices. bbox=[949, 934, 1093, 1094]
relief-received: (Recd This Day, 9.55 a.m.) bbox=[820, 939, 909, 949]
averages-batting-table bbox=[789, 1265, 940, 1310]
masthead-title: THE WAIRARAPA TIMES-AGE, MONDAY, JULY 18, 1938. bbox=[344, 14, 770, 30]
county-sub2: LEADING AVERAGES. bbox=[670, 1270, 758, 1281]
first-test-title: FIRST TEST. bbox=[380, 1393, 431, 1404]
county-title: COUNTY GAMES bbox=[675, 1227, 753, 1239]
batsman-runs: 0 bbox=[775, 915, 779, 925]
table-cell: H. Verity bbox=[791, 1428, 819, 1438]
bowling-head: Wickets. Average. bbox=[874, 1364, 934, 1374]
table-row bbox=[789, 1383, 940, 1392]
table-cell: 16.88 bbox=[920, 1410, 938, 1420]
arab-received: (Received This Day, 9.45 a.m.) bbox=[123, 503, 227, 513]
bowling-analysis: Bowling analysis: Voce took three wickets for 73 runs; Jepson, three for 38; Harris, four for 60; Gunn, none for 38; Marshall, none for 20. bbox=[648, 944, 780, 984]
table-cell: P. H. Gibb bbox=[791, 1265, 823, 1275]
column-rule bbox=[786, 44, 787, 1564]
table-cell: L. R. T. Mayer bbox=[791, 1410, 836, 1420]
flying-boats-title: FLYING-BOATS COLLIDE bbox=[807, 715, 922, 727]
list-item: Bonis (Queensland). bbox=[496, 1242, 565, 1252]
column-6: PORTUGAL'S NEEDS ~ BRITAIN ASKED TO SUPPLY ARMS NEED OF COUNTERING FASCIST BID. POSSIBLE REPERCUSSIONS FROM SPAIN. By Telegraph—Press Association. Copyright. LONDON, July 16. The diplomatic correspondent of the Australian Associated Press says that interesting developments in respect to Anglo-Portuguese relations have a direct bearing on the international situation. A British military, naval, and air mission which has been in Portugal for many weeks reorganising the Portuguese forces has resulted in the Italians and Germans lately making a bold bid for Portuguese sympathies. It is thought that if General Franco is successful in the Spanish civil war, Portugal may be compelled to receive Italian and German troops, which would immediately challenge Britain's specific obligations to Portugal and necessitate British intervention. Meanwhile the British mission is prolonging its stay and is reconsidering the whole situation. The Portuguese are pressing Britain urgently to supply modern artillery and other weapons, failing which they will seek them from Germany. This is flattering to Britain but equally embarrassing because Britain requires all her own armaments. However, it is understood that Britain is willing to supply what is wanted, since the success of the mission is largely dependent upon it. The "Sunday Times" says that, in addition to military equipment, a number of Portuguese airmen are being trained in Britain and pilots have arrived to take over 20 machines, the first instalment of a substantial order which is being executed as quickly as circumstances permit. Meanwhile the Portuguese newspapers are giving great prominence to the visit of two British warships to Angola, coinciding with a visit by Dr Antonio Salazar, the Portuguese Prime Minister. BASKETBALL TEAM TO PLAY NEW ZEALAND AT MELBOURNE (Recd This Day, 9.30 a.m.) SYDNEY, This Day. The New South Wales basketball team to play New Zealand team at Melbourne will be Misses E. Medcalf (captain), P. Milwain, L. Godfrey, J. Hodgson, L. Jones, L. Parker and J. Hickey. FLYING-BOATS COLLIDE EMPIRE AIRWAYS CRAFT. MISHAP AT INDIAN WAYPORT. LONDON, July 17. Two Imperial Airways flying-boats, reported to be the Cooee and the Coria, collided today, when mooring at Sharjah (India). The Coria was bound for Karachi and the Cooee was bound east. Both machines are out of commission. Passengers, crews and mails were unharmed, but the wings of the machines were damaged. A relief plane has taken all the passengers and mails to Karachi, and when it arrives further details will be available. RELIEF ARRANGEMENTS. PLANES ONLY SUPERFICIALLY DAMAGED. (Recd This Day, 9.55 a.m.) KARACHI, July 17. Five passengers and mails aboard the east-bound flying-boat Corio were brought here by the Circe and are continuing their journey tomorrow. A relief plane from Alexandria, which has reversed at Basra and is expected at Sharjah in the evening, is taking on west-bound passengers and mails tomorrow. The colliding planes were moored alongside when a violent gust of wind drove the wings together, causing superficial damage. NEW SERUM REVIVAL OF THE APPARENTLY DROWNED EXPERIMENTAL TESTS BEING MADE TORONTO, July 16. Sir Frederick Banting, Canadian surgeon and physiologist, and one of the discoverers of insulin, has announced that the city police are testing a new serum for resuscitating drowned persons. He declined to describe the treatment, but said that it had proved effective on animals. It was understood that the serum injected into the neck, amounted virtually to an intravenous injection of oxygen. P. H. Gibb 1254 59.71 Bartlett 843 56.20 A. Fagg 1446 55.61 L. Hutton 1174 53.36 L. E. G. Ames 732 52.28 D. S. C. Compton (Middlesex) is twelfth, 1224 runs, average 51.00, and J. Hardstaff (Nottinghamshire) twentieth, with 703 runs, average 43.93. BOWLING. Wickets. Average. W. E. Bowes 62 12.69 J. C. Clay 59 14.15 H. J. Butler 39 16.61 M. Leyland 43 16.74 L. R. T. Mayer 60 16.88 R. J. Pollard 115 17.17 H. Verity 87 17.52 M. S. Nichols (Essex) is twelfth with 50 wickets, average 19.82; Wellard thirteenth with 91, average 20.13, and Smailes fifteenth with 68, average 20.67. bbox=[789, 48, 940, 1477]
